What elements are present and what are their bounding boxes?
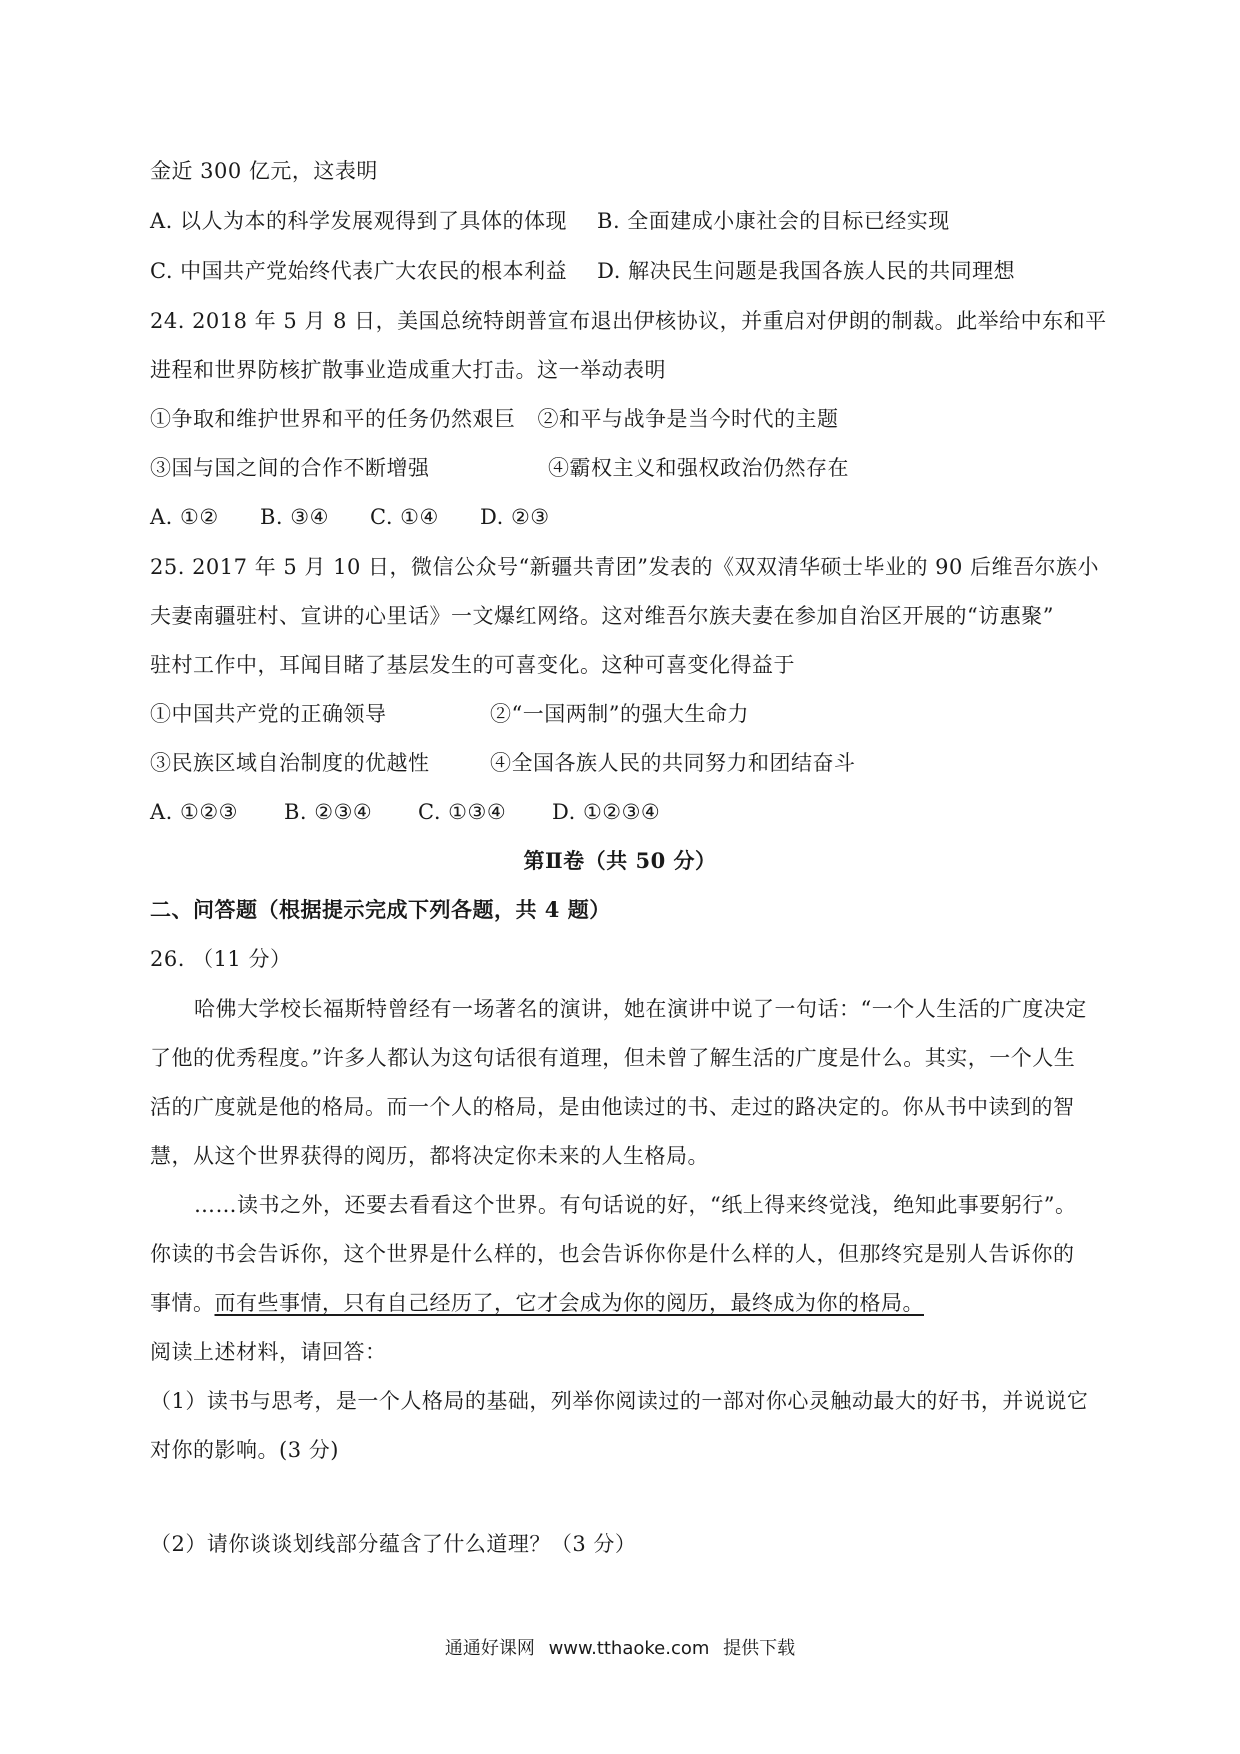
footer-suffix: 提供下载 <box>723 1638 796 1659</box>
q24-item-4: ④霸权主义和强权政治仍然存在 <box>548 456 849 480</box>
q25-options <box>150 797 1100 827</box>
q24-options <box>150 502 1100 532</box>
q26-sub1-line-1: （1）读书与思考，是一个人格局的基础，列举你阅读过的一部对你心灵触动最大的好书，并说说它 <box>150 1389 1089 1413</box>
page-footer <box>0 1636 1240 1662</box>
q24-stem-line-1: 24. 2018 年 5 月 8 日，美国总统特朗普宣布退出伊核协议，并重启对伊朗的制裁。此举给中东和平 <box>150 309 1107 333</box>
q25-items-34 <box>150 748 1100 778</box>
q26-underlined-sentence: 而有些事情，只有自己经历了，它才会成为你的阅历，最终成为你的格局。 <box>214 1291 924 1315</box>
q26-instruction: 阅读上述材料，请回答： <box>150 1340 387 1364</box>
q26-para2-line-2: 你读的书会告诉你，这个世界是什么样的，也会告诉你你是什么样的人，但那终究是别人告诉你的 <box>150 1242 1075 1266</box>
q24-option-d: D. ②③ <box>480 505 550 529</box>
footer-url[interactable]: www.tthaoke.com <box>548 1638 710 1659</box>
section-2-title: 第Ⅱ卷（共 50 分） <box>523 848 717 873</box>
q24-items-34 <box>150 453 1100 483</box>
q24-stem-line-2: 进程和世界防核扩散事业造成重大打击。这一举动表明 <box>150 358 666 382</box>
q23-options-ab <box>150 206 1100 236</box>
q25-option-b: B. ②③④ <box>284 800 373 824</box>
q25-stem-line-2: 夫妻南疆驻村、宣讲的心里话》一文爆红网络。这对维吾尔族夫妻在参加自治区开展的“访惠聚” <box>150 604 1054 628</box>
q26-para1-line-3: 活的广度就是他的格局。而一个人的格局，是由他读过的书、走过的路决定的。你从书中读到的智 <box>150 1095 1075 1119</box>
q23-options-cd <box>150 256 1100 286</box>
q23-option-a: A. 以人为本的科学发展观得到了具体的体现 <box>150 209 568 233</box>
q24-item-1: ①争取和维护世界和平的任务仍然艰巨 <box>150 407 516 431</box>
q25-stem-line-1: 25. 2017 年 5 月 10 日，微信公众号“新疆共青团”发表的《双双清华硕士毕业的 90 后维吾尔族小 <box>150 555 1100 579</box>
q23-stem-tail: 金近 300 亿元，这表明 <box>150 159 378 183</box>
q25-item-4: ④全国各族人民的共同努力和团结奋斗 <box>490 751 856 775</box>
section-2-heading: 二、问答题（根据提示完成下列各题，共 4 题） <box>150 897 611 922</box>
footer-site-name: 通通好课网 <box>444 1638 535 1659</box>
q25-item-1: ①中国共产党的正确领导 <box>150 702 387 726</box>
q24-option-b: B. ③④ <box>260 505 329 529</box>
q26-para2-line-3 <box>150 1288 1100 1318</box>
q26-sub2: （2）请你谈谈划线部分蕴含了什么道理？（3 分） <box>150 1532 637 1556</box>
q25-item-3: ③民族区域自治制度的优越性 <box>150 751 430 775</box>
q26-para2-prefix: 事情。 <box>150 1291 215 1315</box>
q24-item-2: ②和平与战争是当今时代的主题 <box>537 407 839 431</box>
q25-stem-line-3: 驻村工作中，耳闻目睹了基层发生的可喜变化。这种可喜变化得益于 <box>150 653 795 677</box>
q25-items-12 <box>150 699 1100 729</box>
q26-para1-line-2: 了他的优秀程度。”许多人都认为这句话很有道理，但未曾了解生活的广度是什么。其实，一个人生 <box>150 1046 1076 1070</box>
q26-para1-line-4: 慧，从这个世界获得的阅历，都将决定你未来的人生格局。 <box>150 1144 709 1168</box>
q26-sub1-line-2: 对你的影响。(3 分) <box>150 1438 339 1462</box>
q26-para1-line-1: 哈佛大学校长福斯特曾经有一场著名的演讲，她在演讲中说了一句话：“一个人生活的广度决定 <box>194 997 1087 1021</box>
q25-option-c: C. ①③④ <box>418 800 507 824</box>
q23-option-d: D. 解决民生问题是我国各族人民的共同理想 <box>597 259 1016 283</box>
q25-item-2: ②“一国两制”的强大生命力 <box>490 702 749 726</box>
q25-option-a: A. ①②③ <box>150 800 238 824</box>
q25-option-d: D. ①②③④ <box>552 800 661 824</box>
q23-option-b: B. 全面建成小康社会的目标已经实现 <box>597 209 950 233</box>
q24-option-a: A. ①② <box>150 505 219 529</box>
q26-header: 26. （11 分） <box>150 947 292 971</box>
q26-para2-line-1: ……读书之外，还要去看看这个世界。有句话说的好，“纸上得来终觉浅，绝知此事要躬行”。 <box>194 1193 1077 1217</box>
q23-option-c: C. 中国共产党始终代表广大农民的根本利益 <box>150 259 568 283</box>
q24-item-3: ③国与国之间的合作不断增强 <box>150 456 430 480</box>
q24-items-12 <box>150 404 1100 434</box>
q24-option-c: C. ①④ <box>370 505 439 529</box>
